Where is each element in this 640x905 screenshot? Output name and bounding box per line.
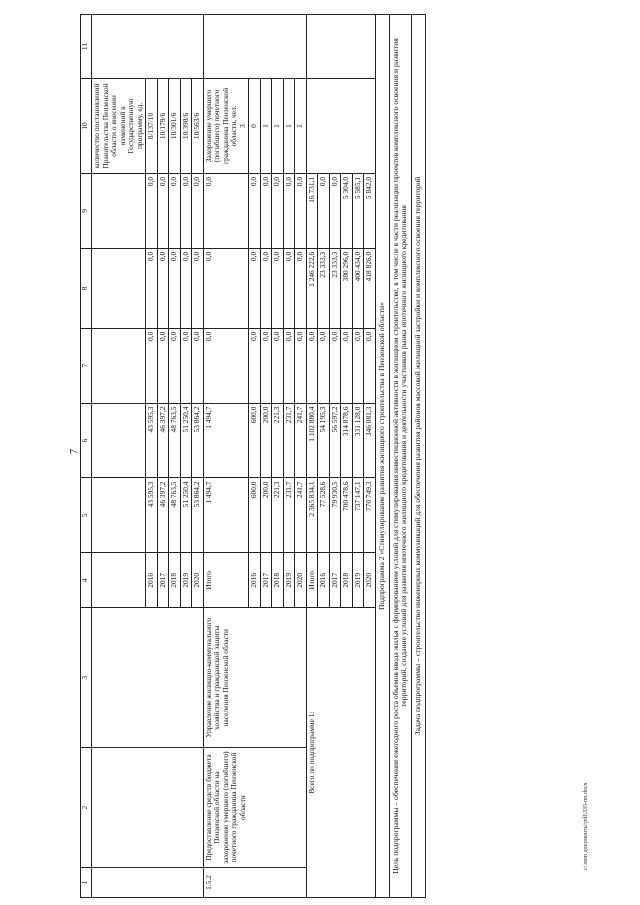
landscape-table-wrapper [80, 14, 580, 898]
subprogram-task: Задача подпрограммы – строительство инженерных коммуникаций для обеспечения развития районов массовой жилищной застройки и комплексного освоения территорий [412, 15, 426, 898]
page-number: 7 [69, 449, 80, 454]
table-row: 2018 221,3 221,3 0,0 0,0 0,0 1 [272, 15, 284, 898]
item-name: Предоставление средств бюджета Пензенской области на захоронение умершего (погибшего) почетного гражданина Пензенской области [203, 748, 306, 868]
table-row: Всего по подпрограмме 1: Итого 2 365 834,1 1 102 880,4 0,0 1 246 222,6 16 731,1 [306, 15, 318, 898]
table-row: 2020 53 864,2 53 864,2 0,0 0,0 0,0 10/563/6 [192, 15, 204, 898]
table-row: 1.5.2 Предоставление средств бюджета Пензенской области на захоронение умершего (погибшего) почетного гражданина Пензенской области Управление жилищно-коммунального хозяйства и гражданской защиты населения Пензенской области Итого 1 494,7 1 494,7 0,0 0,0 0,0 Захоронение умершего (погибшего) почетного гражданина Пензенской области, чел. 3 [203, 15, 249, 898]
header-num: 3 [81, 608, 92, 748]
subprogram-goal: Цель подпрограммы – обеспечение ежегодного роста объемов ввода жилья с формированием условий для стимулирования инвестиционной активности в жилищном строительстве, в том числе в части реализации проектов комплексного освоения и развития территорий, создание условий для развития ипотечного жилищного кредитования и деятельности участников рынка ипотечного жилищного кредитования [389, 15, 411, 898]
header-num: 2 [81, 748, 92, 868]
total-label: Всего по подпрограмме 1: [306, 608, 375, 898]
table-row: 2018 48 763,5 48 763,5 0,0 0,0 0,0 10/301/6 [169, 15, 181, 898]
table-row: 2020 241,7 241,7 0,0 0,0 0,0 1 [295, 15, 307, 898]
header-num: 9 [81, 173, 92, 248]
item-number: 1.5.2 [203, 868, 306, 898]
header-num: 7 [81, 328, 92, 403]
header-num: 1 [81, 868, 92, 898]
header-numbers-row [81, 15, 92, 898]
subprogram-task-row [412, 15, 426, 898]
table-row: 2016 43 595,3 43 595,3 0,0 0,0 0,0 8/137/10 [146, 15, 158, 898]
table-row: 2017 46 397,2 46 397,2 0,0 0,0 0,0 10/179/6 [157, 15, 169, 898]
table-row: 2017 79 930,5 56 597,2 0,0 23 333,3 0,0 [329, 15, 341, 898]
table-row: 2016 77 528,6 54 195,3 0,0 23 333,3 0,0 [318, 15, 330, 898]
subprogram-title: Подпрограмма 2 «Стимулирование развития жилищного строительства в Пензенской области» [375, 15, 389, 898]
table-row: 2019 231,7 231,7 0,0 0,0 0,0 1 [283, 15, 295, 898]
table-row: 2016 600,0 600,0 0,0 0,0 0,0 0 [249, 15, 261, 898]
continued-row [92, 15, 146, 898]
item-indicator: Захоронение умершего (погибшего) почетного гражданина Пензенской области, чел. [203, 87, 239, 164]
subprogram-goal-row [389, 15, 411, 898]
table-row: 2019 51 250,4 51 250,4 0,0 0,0 0,0 10/398/6 [180, 15, 192, 898]
table-row: 2018 700 478,6 314 878,6 0,0 380 296,0 5 304,0 [341, 15, 353, 898]
col10-indicator: количество постановлений Правительства Пензенской области о внесении изменений в Государственную программу, ед. [92, 78, 146, 173]
header-num: 6 [81, 403, 92, 478]
program-table [80, 14, 426, 898]
subprogram-title-row [375, 15, 389, 898]
table-row: 2019 737 147,1 331 128,0 0,0 400 434,0 5 585,1 [352, 15, 364, 898]
header-num: 4 [81, 553, 92, 608]
item-executor: Управление жилищно-коммунального хозяйства и гражданской защиты населения Пензенской области [203, 608, 306, 748]
header-num: 8 [81, 248, 92, 328]
header-num: 11 [81, 15, 92, 79]
header-num: 10 [81, 78, 92, 173]
table-row: 2020 770 749,3 346 081,3 0,0 418 826,0 5 842,0 [364, 15, 376, 898]
table-row: 2017 200,0 200,0 0,0 0,0 0,0 1 [260, 15, 272, 898]
header-num: 5 [81, 478, 92, 553]
footer-path: c:\мои документы\pdf\335-пп.docx [583, 782, 589, 870]
